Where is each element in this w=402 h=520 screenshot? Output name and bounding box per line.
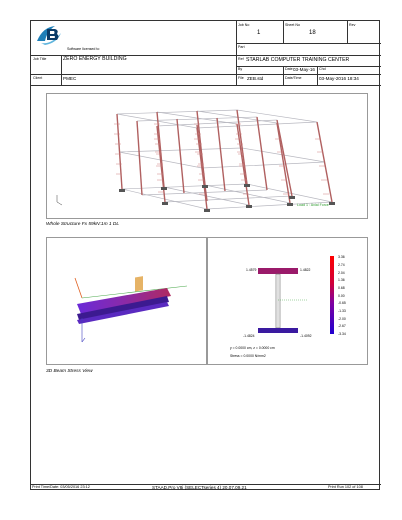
structure-3d-model — [47, 94, 367, 218]
footer-print-run: Print Run 102 of 108 — [328, 485, 363, 489]
date-label: Date — [285, 67, 293, 71]
legend-value-4: 0.68 — [338, 286, 345, 290]
corner-value-bottom-left: -1.4824 — [243, 334, 255, 338]
datetime-label: Date/Time — [285, 76, 302, 80]
report-page — [30, 20, 380, 490]
footer-program: STAAD.Pro V8i (SELECTseries 4) 20.07.09.21 — [152, 485, 247, 490]
ref-value: STARLAB COMPUTER TRAINING CENTER — [246, 57, 350, 63]
legend-value-5: 0.00 — [338, 294, 345, 298]
ref-label: Ref — [238, 57, 244, 61]
sheet-no-label: Sheet No — [285, 23, 300, 27]
beam-stress-3d-panel — [46, 237, 207, 365]
corner-value-bottom-right: -1.4092 — [300, 334, 312, 338]
legend-value-6: -0.65 — [338, 301, 346, 305]
software-licensed-label: Software licensed to — [67, 47, 100, 51]
load-legend: Load 1 : Axial Force — [297, 203, 329, 207]
client-value: PMEC — [63, 76, 77, 81]
beam-stress-3d-render — [47, 238, 206, 364]
part-label: Part — [238, 45, 245, 49]
beam-section-stress-panel — [207, 237, 368, 365]
footer-print-time: Print Time/Date: 03/05/2016 23:12 — [32, 485, 90, 489]
chd-label: Chd — [319, 67, 326, 71]
job-title-value: ZERO ENERGY BUILDING — [63, 56, 127, 62]
figure2-caption: 3D Beam Stress View — [46, 369, 93, 374]
file-value: ZEB.std — [247, 76, 264, 81]
legend-value-2: 2.04 — [338, 271, 345, 275]
legend-value-7: -1.33 — [338, 309, 346, 313]
job-no-value: 1 — [257, 30, 261, 36]
file-label: File — [238, 76, 244, 80]
legend-value-8: -2.00 — [338, 317, 346, 321]
client-label: Client — [33, 76, 43, 80]
by-label: By — [238, 67, 243, 71]
legend-value-0: 3.36 — [338, 255, 345, 259]
section-coordinates: y = 0.0000 cm, z = 0.0000 cm — [230, 346, 275, 350]
rev-label: Rev — [349, 23, 356, 27]
structure-view-panel — [46, 93, 368, 219]
section-stress-readout: Stress = 0.0000 N/mm2 — [230, 354, 266, 358]
date-value: 03-May-16 — [293, 67, 315, 72]
figure1-caption: Whole Structure Fx 59kN:1m 1 DL — [46, 222, 120, 227]
staad-logo — [33, 23, 67, 47]
legend-value-1: 2.74 — [338, 263, 345, 267]
corner-value-top-left: 1.4579 — [246, 268, 257, 272]
legend-value-9: -2.67 — [338, 324, 346, 328]
datetime-value: 03-May-2016 18:34 — [319, 76, 359, 81]
legend-value-10: -3.34 — [338, 332, 346, 336]
job-no-label: Job No — [238, 23, 250, 27]
job-title-label: Job Title — [33, 57, 47, 61]
sheet-no-value: 18 — [309, 30, 316, 36]
legend-value-3: 1.36 — [338, 278, 345, 282]
corner-value-top-right: 1.4822 — [300, 268, 311, 272]
